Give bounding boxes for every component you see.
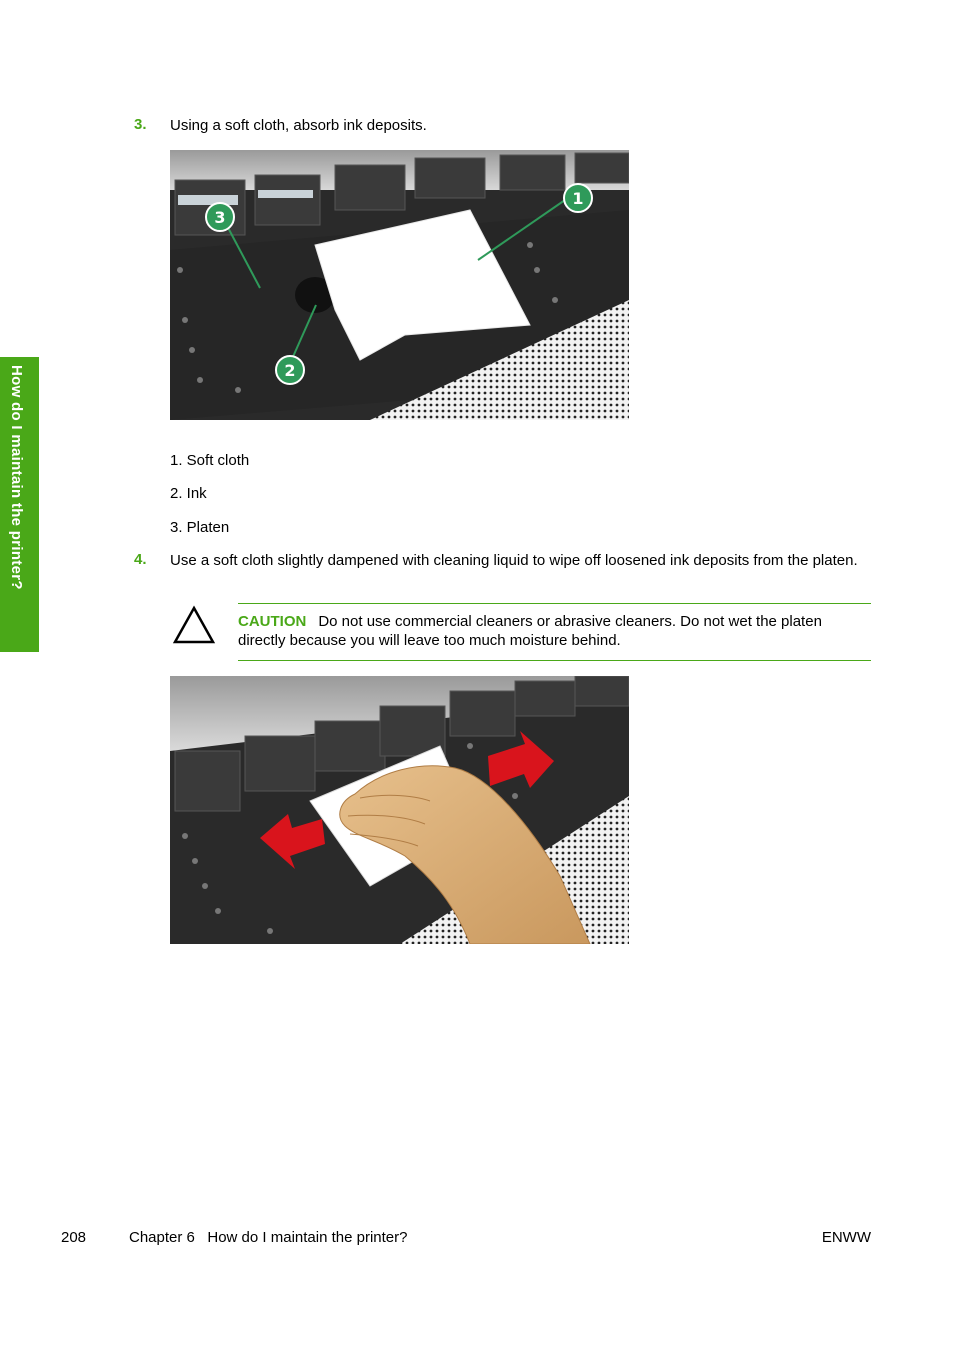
step-3-text: Using a soft cloth, absorb ink deposits. xyxy=(170,117,427,134)
warning-triangle-icon xyxy=(172,605,216,649)
figure-absorb-ink xyxy=(170,150,629,420)
side-tab-label: How do I maintain the printer? xyxy=(8,365,25,590)
callout-2 xyxy=(276,356,304,384)
svg-text:1: 1 xyxy=(572,189,584,208)
caution-note xyxy=(238,612,871,650)
platen-illustration-2 xyxy=(170,676,629,944)
legend-item-1: 1. Soft cloth xyxy=(170,452,250,469)
step-4-number: 4. xyxy=(134,551,147,568)
svg-text:3: 3 xyxy=(214,208,226,227)
step-3-number: 3. xyxy=(134,116,147,133)
callout-1 xyxy=(564,184,592,212)
footer-chapter: Chapter 6 How do I maintain the printer? xyxy=(129,1229,408,1246)
legend-item-2: 2. Ink xyxy=(170,485,207,502)
caution-bottom-rule xyxy=(238,660,871,661)
legend-item-3: 3. Platen xyxy=(170,519,230,536)
svg-text:2: 2 xyxy=(284,361,296,380)
platen-illustration-1 xyxy=(170,150,629,420)
footer-right: ENWW xyxy=(821,1229,871,1246)
caution-top-rule xyxy=(238,603,871,604)
figure-wipe-platen xyxy=(170,676,629,944)
step-4-text: Use a soft cloth slightly dampened with cleaning liquid to wipe off loosened ink deposits from the platen. xyxy=(170,552,858,569)
page-number: 208 xyxy=(61,1229,87,1246)
caution-label: CAUTION xyxy=(238,613,307,630)
side-chapter-tab xyxy=(0,357,39,652)
callout-3 xyxy=(206,203,234,231)
caution-text: Do not use commercial cleaners or abrasive cleaners. Do not wet the platen directly because you will leave too much moisture behind. xyxy=(238,613,822,649)
